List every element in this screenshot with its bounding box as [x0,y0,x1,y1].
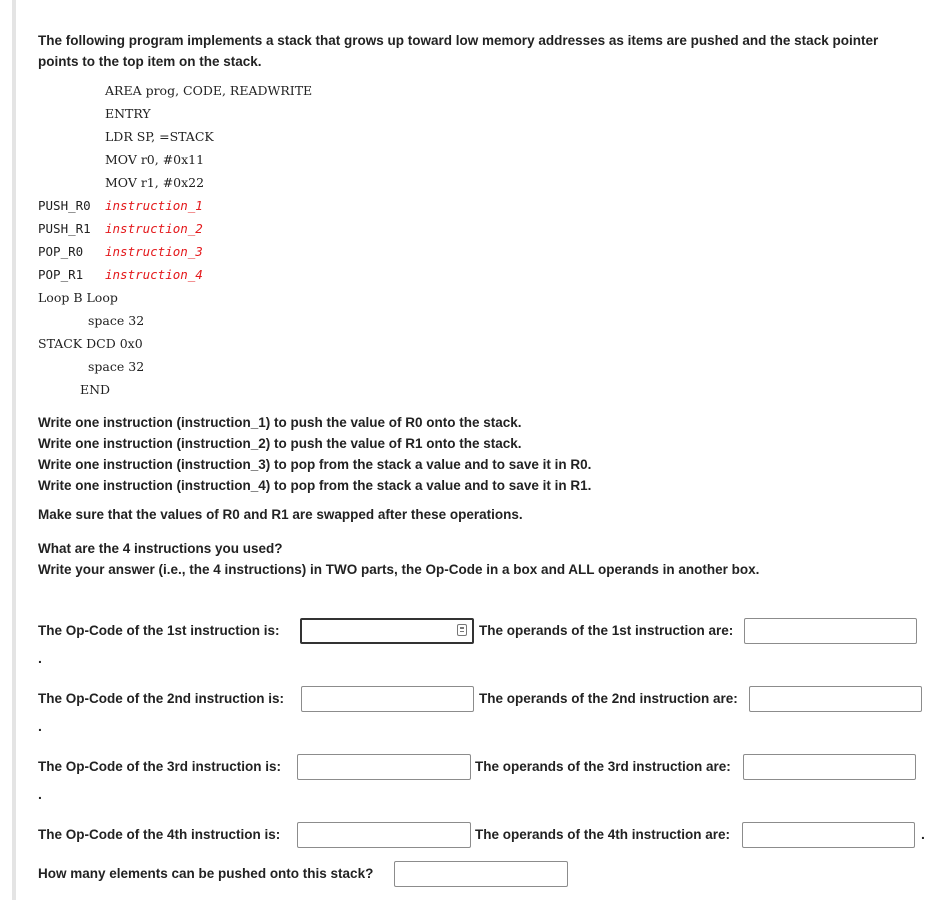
opcode-input-3[interactable] [297,754,471,780]
code-line: ENTRY [105,106,151,121]
left-rule [12,0,16,900]
capacity-label: How many elements can be pushed onto this stack? [38,866,374,881]
code-line: space 32 [88,313,145,328]
operands-label-4: The operands of the 4th instruction are: [475,827,731,842]
code-label: POP_R1 [38,267,84,282]
opcode-input-1[interactable] [300,618,474,644]
instruction-description [38,412,591,496]
opcode-label-1: The Op-Code of the 1st instruction is: [38,623,280,638]
code-line: MOV r0, #0x11 [105,152,205,167]
code-label: PUSH_R0 [38,198,91,213]
ask-line-2: Write your answer (i.e., the 4 instructions) in TWO parts, the Op-Code in a box and ALL operands in another box. [38,562,760,577]
description-line: Write one instruction (instruction_4) to pop from the stack a value and to save it in R1. [38,478,592,493]
swap-note: Make sure that the values of R0 and R1 are swapped after these operations. [38,507,523,522]
code-line: STACK DCD 0x0 [38,336,143,351]
operands-label-3: The operands of the 3rd instruction are: [475,759,731,774]
operands-input-2[interactable] [749,686,922,712]
code-placeholder-instruction: instruction_1 [105,198,203,213]
description-line: Write one instruction (instruction_1) to push the value of R0 onto the stack. [38,415,522,430]
opcode-label-4: The Op-Code of the 4th instruction is: [38,827,281,842]
code-placeholder-instruction: instruction_4 [105,267,203,282]
opcode-input-4[interactable] [297,822,471,848]
row-separator: . [38,718,42,734]
operands-input-1[interactable] [744,618,917,644]
code-line: LDR SP, =STACK [105,129,214,144]
row-separator: . [38,650,42,666]
code-line: AREA prog, CODE, READWRITE [105,83,313,98]
opcode-input-2[interactable] [301,686,474,712]
ask-line-1: What are the 4 instructions you used? [38,541,283,556]
answer-instructions [38,538,759,580]
operands-input-4[interactable] [742,822,915,848]
code-line: space 32 [88,359,145,374]
code-placeholder-instruction: instruction_2 [105,221,203,236]
code-placeholder-instruction: instruction_3 [105,244,203,259]
intro-text [38,30,923,72]
row-separator: . [38,786,42,802]
opcode-label-3: The Op-Code of the 3rd instruction is: [38,759,281,774]
code-label: POP_R0 [38,244,84,259]
description-line: Write one instruction (instruction_2) to push the value of R1 onto the stack. [38,436,522,451]
code-line: MOV r1, #0x22 [105,175,205,190]
operands-input-3[interactable] [743,754,916,780]
operands-label-1: The operands of the 1st instruction are: [479,623,734,638]
intro-line-2: points to the top item on the stack. [38,54,262,69]
clipboard-icon[interactable] [457,624,467,636]
code-line: Loop B Loop [38,290,118,305]
row-separator: . [921,826,925,842]
code-line: END [80,382,111,397]
capacity-input[interactable] [394,861,568,887]
intro-line-1: The following program implements a stack that grows up toward low memory addresses as items are pushed and the stack pointer [38,33,879,48]
code-label: PUSH_R1 [38,221,91,236]
operands-label-2: The operands of the 2nd instruction are: [479,691,738,706]
opcode-label-2: The Op-Code of the 2nd instruction is: [38,691,284,706]
description-line: Write one instruction (instruction_3) to pop from the stack a value and to save it in R0. [38,457,592,472]
